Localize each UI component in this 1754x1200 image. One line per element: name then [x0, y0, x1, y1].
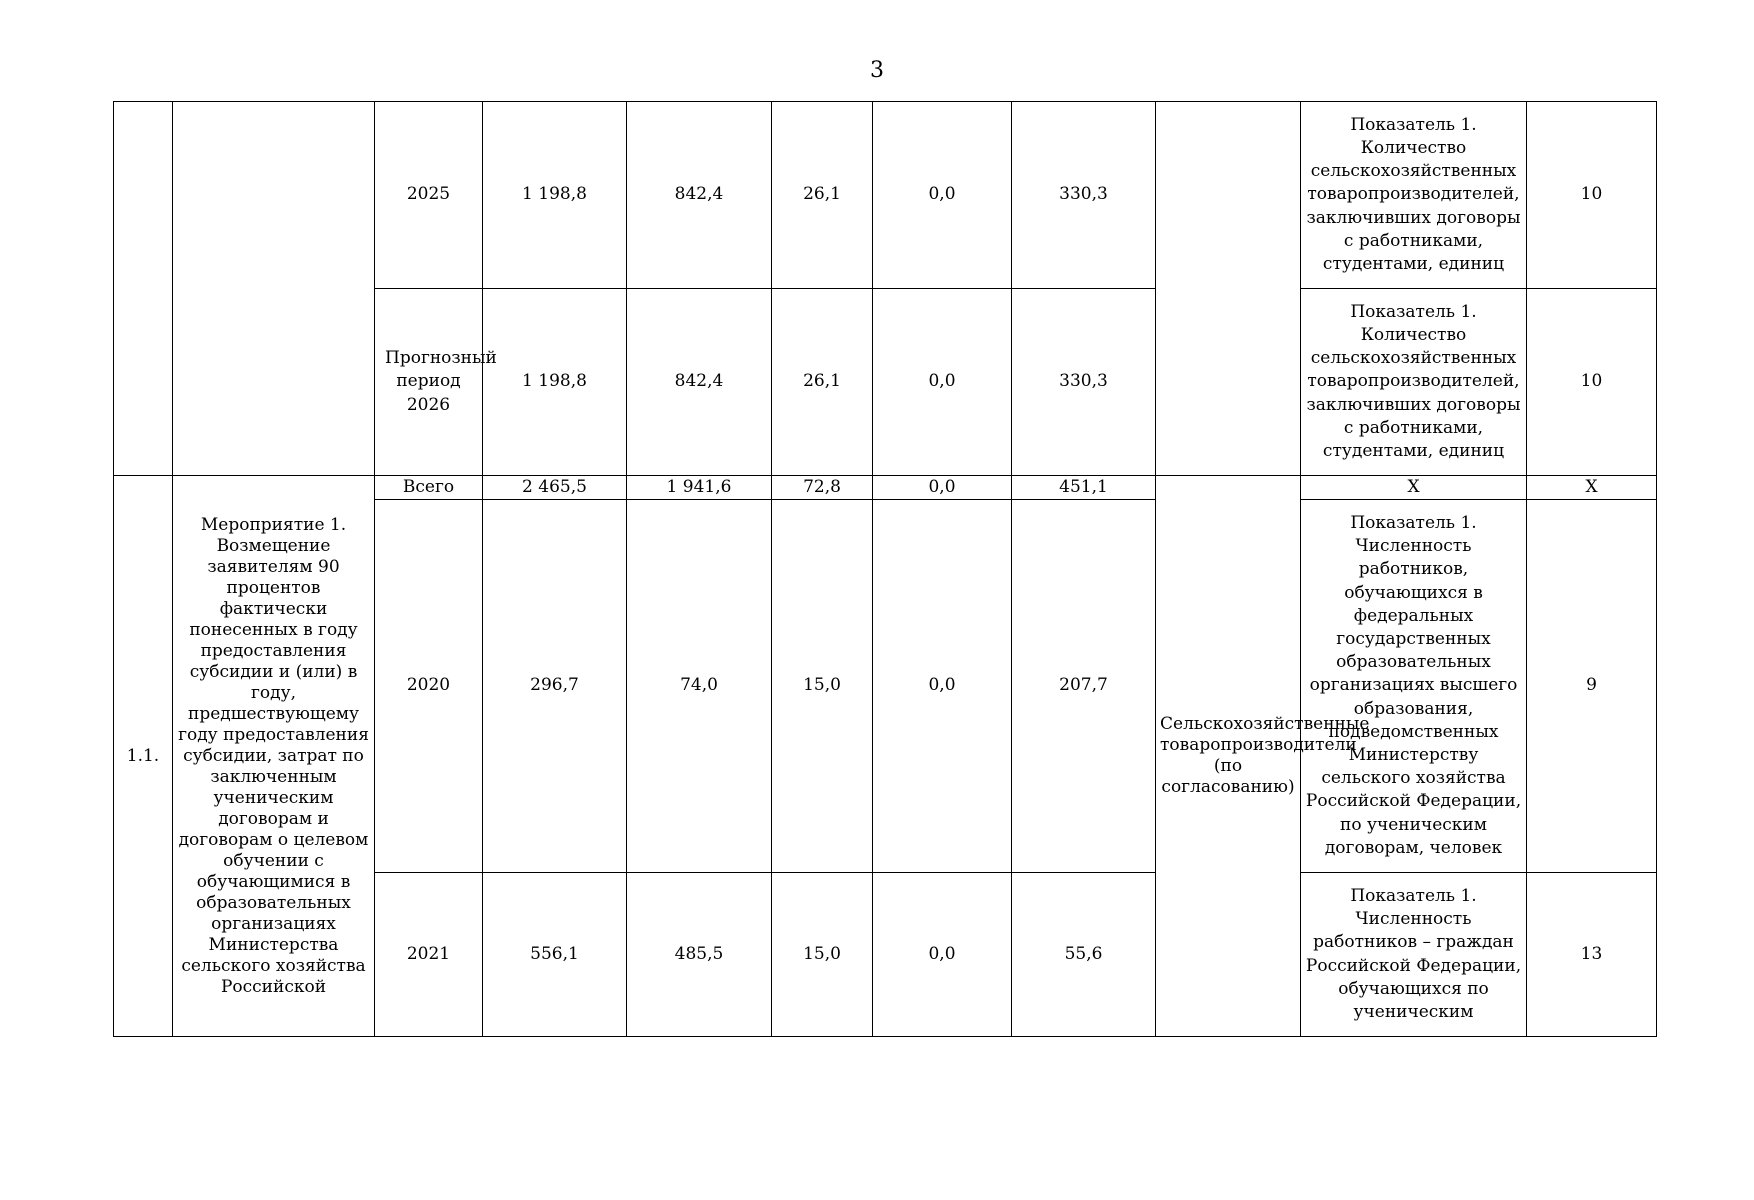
- indicator-value-cell: 10: [1527, 102, 1657, 289]
- year-cell: 2021: [375, 873, 483, 1037]
- local-cell: 0,0: [873, 873, 1012, 1037]
- indicator-value-cell: 9: [1527, 500, 1657, 873]
- measure-name-cell: Мероприятие 1. Возмещение заявителям 90 процентов фактически понесенных в году предоставления субсидии и (или) в году, предшествующему году предоставления субсидии, затрат по заключенным ученическим договорам и договорам о целевом обучении с обучающимися в образовательных организациях Министерства сельского хозяйства Российской: [173, 476, 375, 1037]
- table-row: [114, 102, 1657, 289]
- extra-cell: 330,3: [1012, 102, 1156, 289]
- indicator-cell: Показатель 1. Количество сельскохозяйственных товаропроизводителей, заключивших договоры с работниками, студентами, единиц: [1301, 102, 1527, 289]
- indicator-value-cell: 13: [1527, 873, 1657, 1037]
- extra-cell: 330,3: [1012, 289, 1156, 476]
- local-cell: 0,0: [873, 500, 1012, 873]
- regional-cell: 26,1: [772, 102, 873, 289]
- number-cell-empty: [114, 102, 173, 476]
- page-number: 3: [870, 58, 884, 83]
- local-cell: 0,0: [873, 476, 1012, 500]
- regional-cell: 72,8: [772, 476, 873, 500]
- executor-cell-empty: [1156, 102, 1301, 476]
- federal-cell: 485,5: [627, 873, 772, 1037]
- extra-cell: 55,6: [1012, 873, 1156, 1037]
- measure-number-cell: 1.1.: [114, 476, 173, 1037]
- indicator-cell: Показатель 1. Численность работников, обучающихся в федеральных государственных образовательных организациях высшего образования, подведомственных Министерству сельского хозяйства Российской Федерации, по ученическим договорам, человек: [1301, 500, 1527, 873]
- total-cell: 1 198,8: [483, 102, 627, 289]
- federal-cell: 842,4: [627, 289, 772, 476]
- total-cell: 1 198,8: [483, 289, 627, 476]
- total-cell: 2 465,5: [483, 476, 627, 500]
- indicator-cell: Показатель 1. Количество сельскохозяйственных товаропроизводителей, заключивших договоры с работниками, студентами, единиц: [1301, 289, 1527, 476]
- total-cell: 296,7: [483, 500, 627, 873]
- year-cell: 2025: [375, 102, 483, 289]
- year-cell: Всего: [375, 476, 483, 500]
- extra-cell: 451,1: [1012, 476, 1156, 500]
- indicator-cell: Х: [1301, 476, 1527, 500]
- executor-cell: Сельскохозяйственные товаропроизводители (по согласованию): [1156, 476, 1301, 1037]
- name-cell-empty: [173, 102, 375, 476]
- total-cell: 556,1: [483, 873, 627, 1037]
- year-cell: Прогнозный период 2026: [375, 289, 483, 476]
- indicator-value-cell: 10: [1527, 289, 1657, 476]
- local-cell: 0,0: [873, 102, 1012, 289]
- federal-cell: 842,4: [627, 102, 772, 289]
- regional-cell: 15,0: [772, 500, 873, 873]
- federal-cell: 74,0: [627, 500, 772, 873]
- regional-cell: 15,0: [772, 873, 873, 1037]
- measures-table: [113, 101, 1657, 1037]
- year-cell: 2020: [375, 500, 483, 873]
- regional-cell: 26,1: [772, 289, 873, 476]
- indicator-cell: Показатель 1. Численность работников – граждан Российской Федерации, обучающихся по ученическим: [1301, 873, 1527, 1037]
- table-row: [114, 476, 1657, 500]
- federal-cell: 1 941,6: [627, 476, 772, 500]
- local-cell: 0,0: [873, 289, 1012, 476]
- indicator-value-cell: Х: [1527, 476, 1657, 500]
- extra-cell: 207,7: [1012, 500, 1156, 873]
